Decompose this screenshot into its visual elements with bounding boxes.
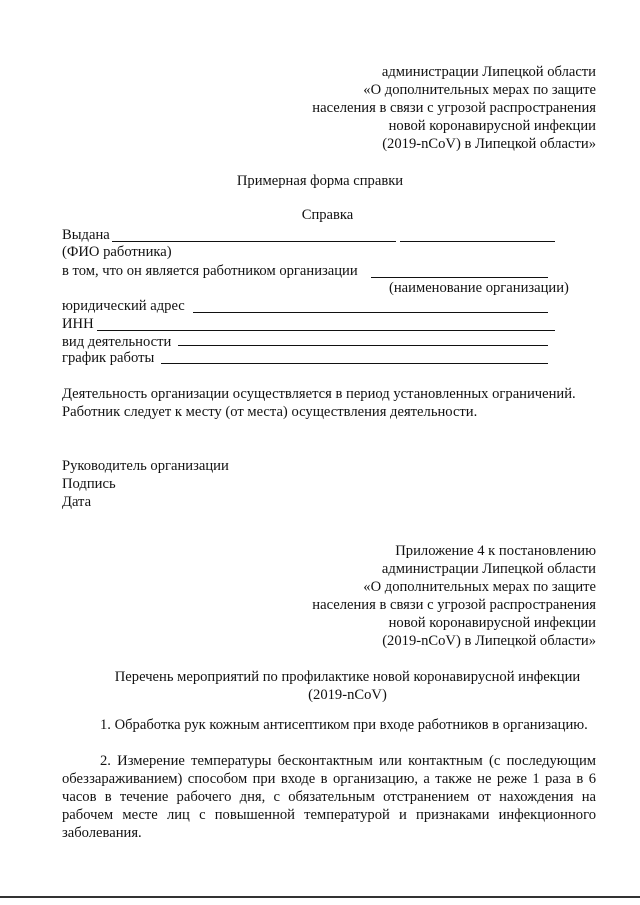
fio-note: (ФИО работника) [62,244,172,260]
header-line: новой коронавирусной инфекции [388,118,596,134]
header-line: (2019-nCoV) в Липецкой области» [382,136,596,152]
org-name-note: (наименование организации) [389,280,569,296]
date-label: Дата [62,494,92,510]
form-subtitle: Справка [301,207,354,223]
fill-line [178,345,548,346]
fill-line [97,330,555,331]
appendix-title-line-1: Перечень мероприятий по профилактике новой коронавирусной инфекции [114,669,581,685]
page-bottom-rule [0,896,640,898]
appendix-line: населения в связи с угрозой распространения [312,597,596,613]
schedule-label: график работы [62,350,155,366]
appendix-line: новой коронавирусной инфекции [388,615,596,631]
issued-label: Выдана [62,227,110,243]
fill-line [400,241,555,242]
appendix-item-1: 1. Обработка рук кожным антисептиком при входе работников в организацию. [100,717,588,733]
activity-label: вид деятельности [62,334,172,350]
appendix-title-line-2: (2019-nCoV) [308,687,387,703]
appendix-line: «О дополнительных мерах по защите [363,579,596,595]
signature-label: Подпись [62,476,116,492]
inn-label: ИНН [62,316,94,332]
appendix-item-2: 2. Измерение температуры бесконтактным или контактным (с последующим обеззараживанием) способом при входе в организацию, а также не реже 1 раза в 6 часов в течение рабочего дня, с обязательным отстранением от нахождения на рабочем месте лиц с повышенной температурой и признаками инфекционного заболевания. [62,753,596,841]
fill-line [371,277,548,278]
legal-address-label: юридический адрес [62,298,185,314]
statement-2: Работник следует к месту (от места) осуществления деятельности. [62,404,478,420]
form-title: Примерная форма справки [236,173,404,189]
appendix-line: (2019-nCoV) в Липецкой области» [382,633,596,649]
header-line: населения в связи с угрозой распространения [312,100,596,116]
header-line: администрации Липецкой области [381,64,596,80]
fill-line [161,363,548,364]
fill-line [193,312,548,313]
appendix-line: Приложение 4 к постановлению [395,543,596,559]
head-label: Руководитель организации [62,458,229,474]
fill-line [112,241,396,242]
header-line: «О дополнительных мерах по защите [363,82,596,98]
statement-1: Деятельность организации осуществляется в период установленных ограничений. [62,386,576,402]
employee-line: в том, что он является работником организации [62,263,358,279]
appendix-line: администрации Липецкой области [381,561,596,577]
